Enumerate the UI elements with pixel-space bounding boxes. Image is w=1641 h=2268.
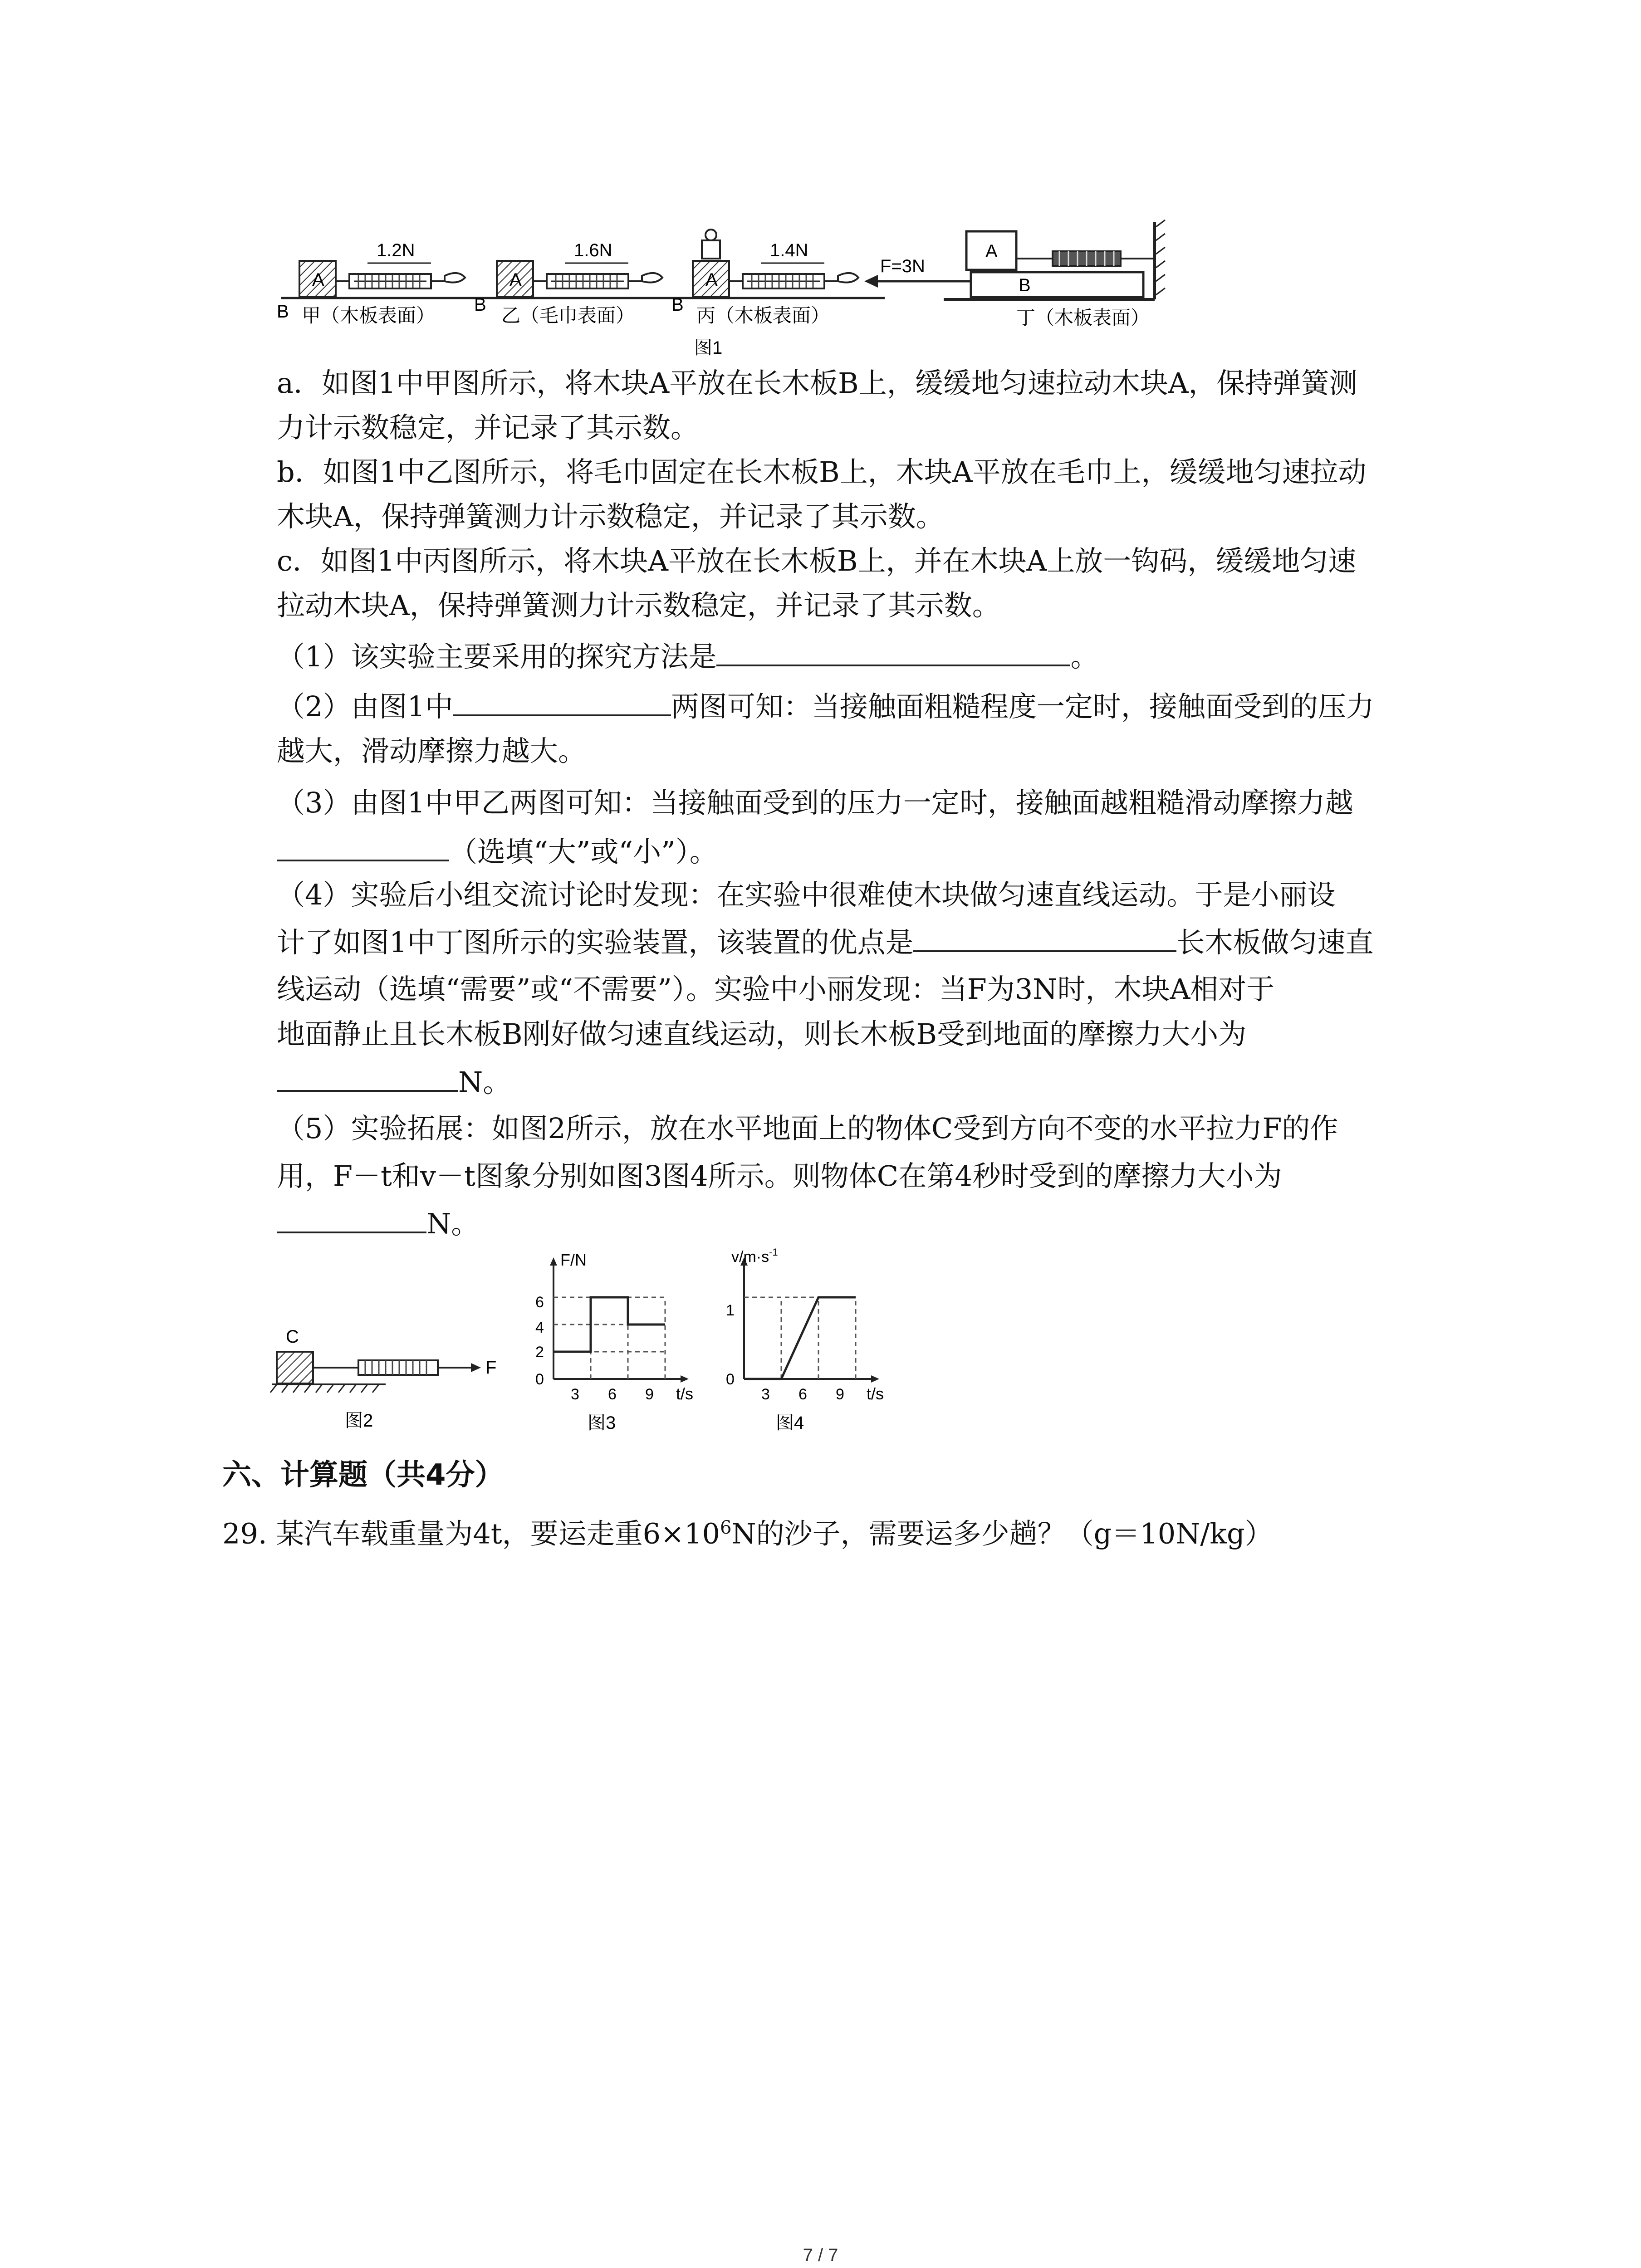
- f4-ytick-1: 1: [726, 1302, 735, 1319]
- question-4-text-mid: 长木板做匀速直: [1176, 926, 1374, 959]
- f4-xtick-6: 6: [798, 1386, 807, 1403]
- question-4-line-1: （4）实验后小组交流讨论时发现：在实验中很难使木块做匀速直线运动。于是小丽设: [277, 878, 1336, 911]
- ding-board-label: B: [1019, 275, 1031, 295]
- ding-block-label: A: [985, 241, 998, 261]
- figure-1: [272, 213, 1180, 363]
- f4-ytick-0: 0: [726, 1371, 735, 1388]
- figure-2-force-label: F: [485, 1358, 497, 1378]
- yi-force-label: 1.6N: [574, 240, 612, 260]
- f4-velocity-line: [744, 1297, 856, 1379]
- f3-ytick-4: 4: [535, 1319, 544, 1336]
- f3-ytick-6: 6: [535, 1294, 544, 1311]
- ding-force-label: F=3N: [880, 256, 925, 276]
- question-1: [277, 635, 1098, 679]
- jia-force-label: 1.2N: [377, 240, 415, 260]
- figure-1-label: 图1: [694, 338, 723, 358]
- bing-caption: 丙（木板表面）: [696, 305, 830, 326]
- yi-caption: 乙（毛巾表面）: [501, 305, 635, 326]
- question-4-line-3: 线运动（选填“需要”或“不需要”）。实验中小丽发现：当F为3N时，木块A相对于: [277, 973, 1275, 1006]
- f4-xlabel: t/s: [867, 1384, 884, 1403]
- figure-3-label: 图3: [588, 1413, 616, 1433]
- section-heading: 六、计算题（共4分）: [222, 1458, 504, 1492]
- question-1-end: 。: [1070, 640, 1099, 673]
- f4-ylabel: $v/m\cdot s^{-1}$: [731, 1246, 778, 1266]
- figure-1-jia: [277, 240, 490, 326]
- f3-xtick-6: 6: [608, 1386, 617, 1403]
- bing-board-label: B: [671, 295, 684, 315]
- step-a-line-1: a．如图1中甲图所示，将木块A平放在长木板B上，缓缓地匀速拉动木块A，保持弹簧测: [277, 367, 1357, 400]
- answer-blank-2[interactable]: [453, 685, 671, 716]
- step-c-line-2: 拉动木块A，保持弹簧测力计示数稳定，并记录了其示数。: [277, 589, 1000, 622]
- question-2-line-2: 越大，滑动摩擦力越大。: [277, 734, 587, 767]
- f3-xtick-9: 9: [645, 1386, 654, 1403]
- figure-1-bing: [671, 230, 885, 326]
- question-4-text-start: 计了如图1中丁图所示的实验装置，该装置的优点是: [277, 926, 914, 959]
- step-a-line-2: 力计示数稳定，并记录了其示数。: [277, 411, 699, 444]
- f3-xlabel: t/s: [676, 1384, 694, 1403]
- figure-1-ding: [864, 220, 1165, 328]
- f4-xtick-9: 9: [836, 1386, 844, 1403]
- f3-ytick-2: 2: [535, 1344, 544, 1361]
- yi-board-label: B: [474, 295, 486, 315]
- question-2-line-1: [277, 685, 1374, 728]
- answer-blank-3[interactable]: [277, 831, 449, 861]
- bing-force-label: 1.4N: [770, 240, 808, 260]
- answer-blank-1[interactable]: [716, 635, 1070, 666]
- bing-block-label: A: [705, 270, 718, 290]
- question-1-text: （1）该实验主要采用的探究方法是: [277, 640, 717, 673]
- figure-3: [517, 1243, 708, 1433]
- question-4-line-4: 地面静止且长木板B刚好做匀速直线运动，则长木板B受到地面的摩擦力大小为: [277, 1017, 1247, 1051]
- figure-4: [708, 1243, 898, 1433]
- question-3-line-1: （3）由图1中甲乙两图可知：当接触面受到的压力一定时，接触面越粗糙滑动摩擦力越: [277, 786, 1353, 819]
- question-2-text-end: 两图可知：当接触面粗糙程度一定时，接触面受到的压力: [671, 690, 1374, 723]
- answer-blank-5[interactable]: [277, 1061, 458, 1092]
- figure-2-block-label: C: [286, 1327, 299, 1347]
- question-5-line-2: 用，F－t和v－t图象分别如图3图4所示。则物体C在第4秒时受到的摩擦力大小为: [277, 1159, 1282, 1193]
- figure-4-label: 图4: [776, 1413, 804, 1433]
- f4-xtick-3: 3: [761, 1386, 770, 1403]
- f3-ytick-0: 0: [535, 1371, 544, 1388]
- f3-ylabel: F/N: [560, 1251, 587, 1269]
- question-5-line-3: [277, 1202, 479, 1246]
- question-29: [222, 1506, 1273, 1556]
- answer-blank-6[interactable]: [277, 1202, 426, 1233]
- answer-blank-4[interactable]: [913, 921, 1176, 952]
- step-b-line-1: b．如图1中乙图所示，将毛巾固定在长木板B上，木块A平放在毛巾上，缓缓地匀速拉动: [277, 455, 1367, 489]
- jia-board-label: B: [277, 302, 289, 322]
- ding-caption: 丁（木板表面）: [1016, 307, 1150, 328]
- step-c-line-1: c．如图1中丙图所示，将木块A平放在长木板B上，并在木块A上放一钩码，缓缓地匀速: [277, 544, 1357, 577]
- jia-block-label: A: [312, 270, 324, 290]
- question-4-line-2: [277, 921, 1373, 964]
- figure-2-label: 图2: [345, 1411, 373, 1431]
- page-number: 7 / 7: [803, 2245, 838, 2265]
- question-29-suffix: N的沙子，需要运多少趟？（g＝10N/kg）: [731, 1517, 1273, 1550]
- question-2-text-start: （2）由图1中: [277, 690, 453, 723]
- f3-xtick-3: 3: [571, 1386, 579, 1403]
- question-4-line-5: [277, 1061, 511, 1104]
- yi-block-label: A: [509, 270, 522, 290]
- figure-1-yi: [474, 240, 690, 326]
- question-5-unit: N。: [426, 1207, 480, 1240]
- question-3-text-end: （选填“大”或“小”）。: [449, 835, 718, 868]
- jia-caption: 甲（木板表面）: [302, 305, 436, 326]
- step-b-line-2: 木块A，保持弹簧测力计示数稳定，并记录了其示数。: [277, 500, 944, 533]
- question-5-line-1: （5）实验拓展：如图2所示，放在水平地面上的物体C受到方向不变的水平拉力F的作: [277, 1112, 1338, 1145]
- question-29-exponent: 6: [720, 1517, 732, 1538]
- question-3-line-2: [277, 830, 718, 874]
- question-4-unit: N。: [458, 1066, 511, 1099]
- question-29-prefix: 29. 某汽车载重量为4t，要运走重6×10: [222, 1517, 720, 1550]
- figure-2: [268, 1315, 522, 1433]
